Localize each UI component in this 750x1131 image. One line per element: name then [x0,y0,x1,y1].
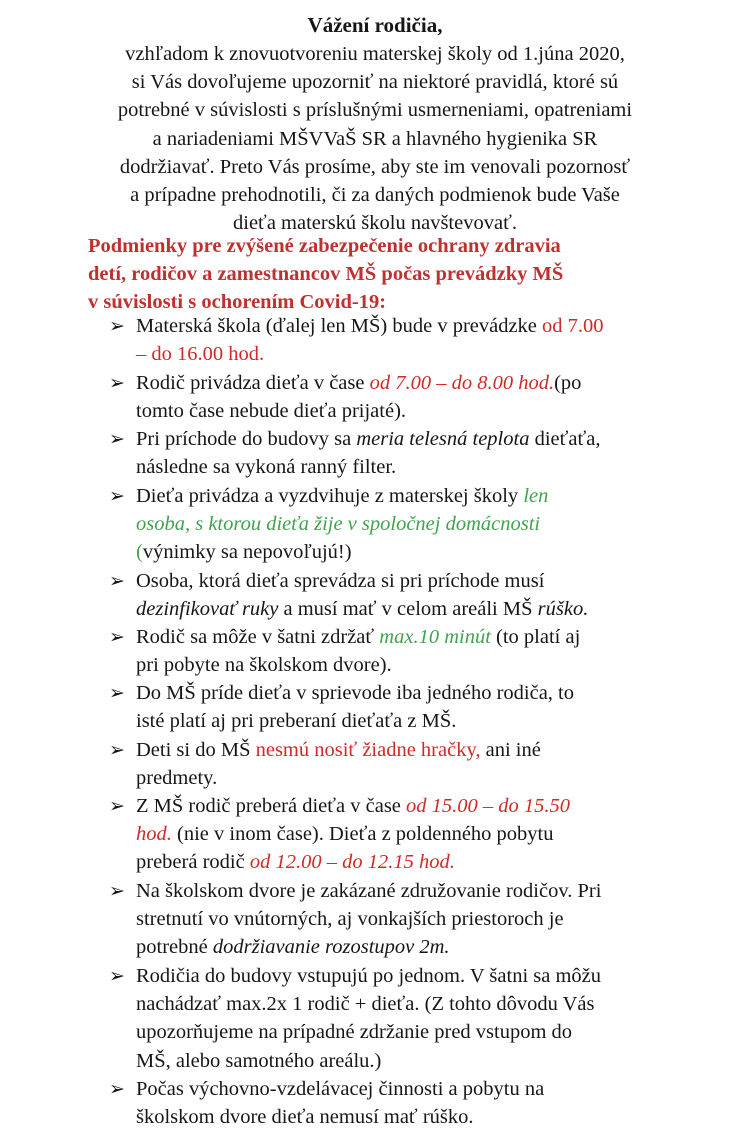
intro-line: a nariadeniami MŠVVaŠ SR a hlavného hygienika SR [152,127,598,150]
rule-text: dezinfikovať ruky [136,598,279,621]
rule-line [136,962,656,990]
rule-line [136,425,656,453]
rule-text: výnimky sa nepovoľujú!) [142,541,352,564]
rule-line [136,1075,656,1103]
rule-text: Osoba, ktorá dieťa sprevádza si pri príchode musí [136,570,545,592]
rule-item [0,482,656,567]
rule-line [136,707,656,735]
rule-line [136,397,656,425]
rule-text: meria telesná teplota [356,428,530,450]
rule-line [136,1047,656,1075]
rule-line [136,736,656,764]
rule-text: dieťaťa, [529,428,601,450]
rule-item [0,736,656,792]
rule-line [136,933,656,961]
rule-line [136,820,656,848]
rule-text: len [523,485,549,507]
intro-line: vzhľadom k znovuotvoreniu materskej školy od 1.júna 2020, [125,43,625,65]
intro-line: dodržiavať. Preto Vás prosíme, aby ste im venovali pozornosť [119,155,631,178]
conditions-heading [88,232,728,316]
rule-line [136,538,656,566]
rule-line [136,623,656,651]
rule-text: Pri príchode do budovy sa [136,428,357,450]
rule-text: (nie v inom čase). Dieťa z poldenného pobytu [171,823,554,846]
heading-line: v súvislosti s ochorením Covid-19: [88,291,387,313]
rule-item [0,623,656,679]
rule-item [0,425,656,481]
rule-text: Počas výchovno-vzdelávacej činnosti a pobytu na [136,1078,545,1100]
arrow-bullet-icon: ➢ [109,795,125,817]
rule-item [0,877,656,962]
rule-text: nesmú nosiť žiadne hračky, [255,739,481,761]
arrow-bullet-icon: ➢ [109,1078,125,1100]
rule-text: Do MŠ príde dieťa v sprievode iba jedného rodiča, to [136,682,575,704]
rule-line [136,595,656,623]
rule-text: – do 16.00 hod. [136,343,265,366]
rule-text: potrebné [136,936,213,959]
rule-text: následne sa vykoná ranný filter. [136,456,397,479]
rule-text: (to platí aj [490,626,581,648]
rule-text: ani iné [480,739,541,761]
rule-text: Rodič privádza dieťa v čase [136,372,370,394]
intro-line: a prípadne prehodnotili, či za daných podmienok bude Vaše [130,184,620,207]
arrow-bullet-icon: ➢ [109,570,125,592]
rule-text: od 15.00 – do 15.50 [406,795,571,817]
rule-text: Materská škola (ďalej len MŠ) bude v prevádzke [136,315,543,337]
rule-text: pri pobyte na školskom dvore). [136,654,392,677]
rule-line [136,1018,656,1046]
rule-line [136,651,656,679]
rule-line [136,877,656,905]
rule-text: Na školskom dvore je zakázané združovanie rodičov. Pri [136,880,602,902]
arrow-bullet-icon: ➢ [109,880,125,902]
rule-line [136,679,656,707]
rule-item [0,962,656,1075]
rule-text: od 7.00 [542,315,604,337]
rule-text: dodržiavanie rozostupov 2m. [212,936,450,959]
rule-text: upozorňujeme na prípadné zdržanie pred vstupom do [136,1021,573,1044]
rule-item [0,792,656,877]
arrow-bullet-icon: ➢ [109,682,125,704]
rule-text: hod. [136,823,172,846]
arrow-bullet-icon: ➢ [109,739,125,761]
rule-text: Dieťa privádza a vyzdvihuje z materskej školy [136,485,524,507]
arrow-bullet-icon: ➢ [109,372,125,394]
rule-item [0,679,656,735]
rule-line [136,848,656,876]
rule-item [0,369,656,425]
rule-line [136,453,656,481]
rule-item [0,567,656,623]
rule-text: isté platí aj pri preberaní dieťaťa z MŠ. [136,710,457,733]
arrow-bullet-icon: ➢ [109,965,125,987]
heading-line: Podmienky pre zvýšené zabezpečenie ochrany zdravia [88,235,561,257]
rule-line [136,482,656,510]
rule-line [136,764,656,792]
rule-text: od 12.00 – do 12.15 hod. [249,851,455,874]
rule-text: od 7.00 – do 8.00 hod. [369,372,555,394]
rule-text: nachádzať max.2x 1 rodič + dieťa. (Z tohto dôvodu Vás [136,993,595,1016]
intro-line: potrebné v súvislosti s príslušnými usmerneniami, opatreniami [117,99,633,122]
rule-text: stretnutí vo vnútorných, aj vonkajších priestoroch je [136,908,564,931]
arrow-bullet-icon: ➢ [109,428,125,450]
rule-line [136,1103,656,1131]
rule-text: školskom dvore dieťa nemusí mať rúško. [136,1106,474,1129]
rule-line [136,990,656,1018]
rule-text: preberá rodič [136,851,250,874]
intro-line: si Vás dovoľujeme upozorniť na niektoré pravidlá, ktoré sú [131,71,619,94]
rule-line [136,369,656,397]
rule-text: (po [554,372,582,394]
rule-item [0,1075,656,1131]
rule-text: a musí mať v celom areáli MŠ [278,598,538,621]
arrow-bullet-icon: ➢ [109,485,125,507]
intro-line: dieťa materskú školu navštevovať. [233,212,517,235]
rule-text: rúško. [537,598,589,621]
rule-line [136,792,656,820]
rule-line [136,905,656,933]
rule-item [0,312,656,368]
rule-text: Z MŠ rodič preberá dieťa v čase [136,795,407,817]
rule-text: ( [136,541,143,564]
rule-text: predmety. [136,767,218,790]
rule-text: Rodič sa môže v šatni zdržať [136,626,380,648]
intro-paragraph [80,40,670,237]
rule-text: tomto čase nebude dieťa prijaté). [136,400,407,423]
arrow-bullet-icon: ➢ [109,315,125,337]
greeting-heading: Vážení rodičia, [307,13,443,37]
arrow-bullet-icon: ➢ [109,626,125,648]
rule-line [136,510,656,538]
heading-line: detí, rodičov a zamestnancov MŠ počas prevádzky MŠ [88,263,564,285]
rule-text: MŠ, alebo samotného areálu.) [136,1049,382,1072]
rule-text: Rodičia do budovy vstupujú po jednom. V šatni sa môžu [136,965,602,987]
rule-line [136,312,656,340]
rule-text: max.10 minút [379,626,491,648]
rule-line [136,340,656,368]
rule-text: Deti si do MŠ [136,739,256,761]
rule-line [136,567,656,595]
rule-text: osoba, s ktorou dieťa žije v spoločnej domácnosti [136,513,541,536]
